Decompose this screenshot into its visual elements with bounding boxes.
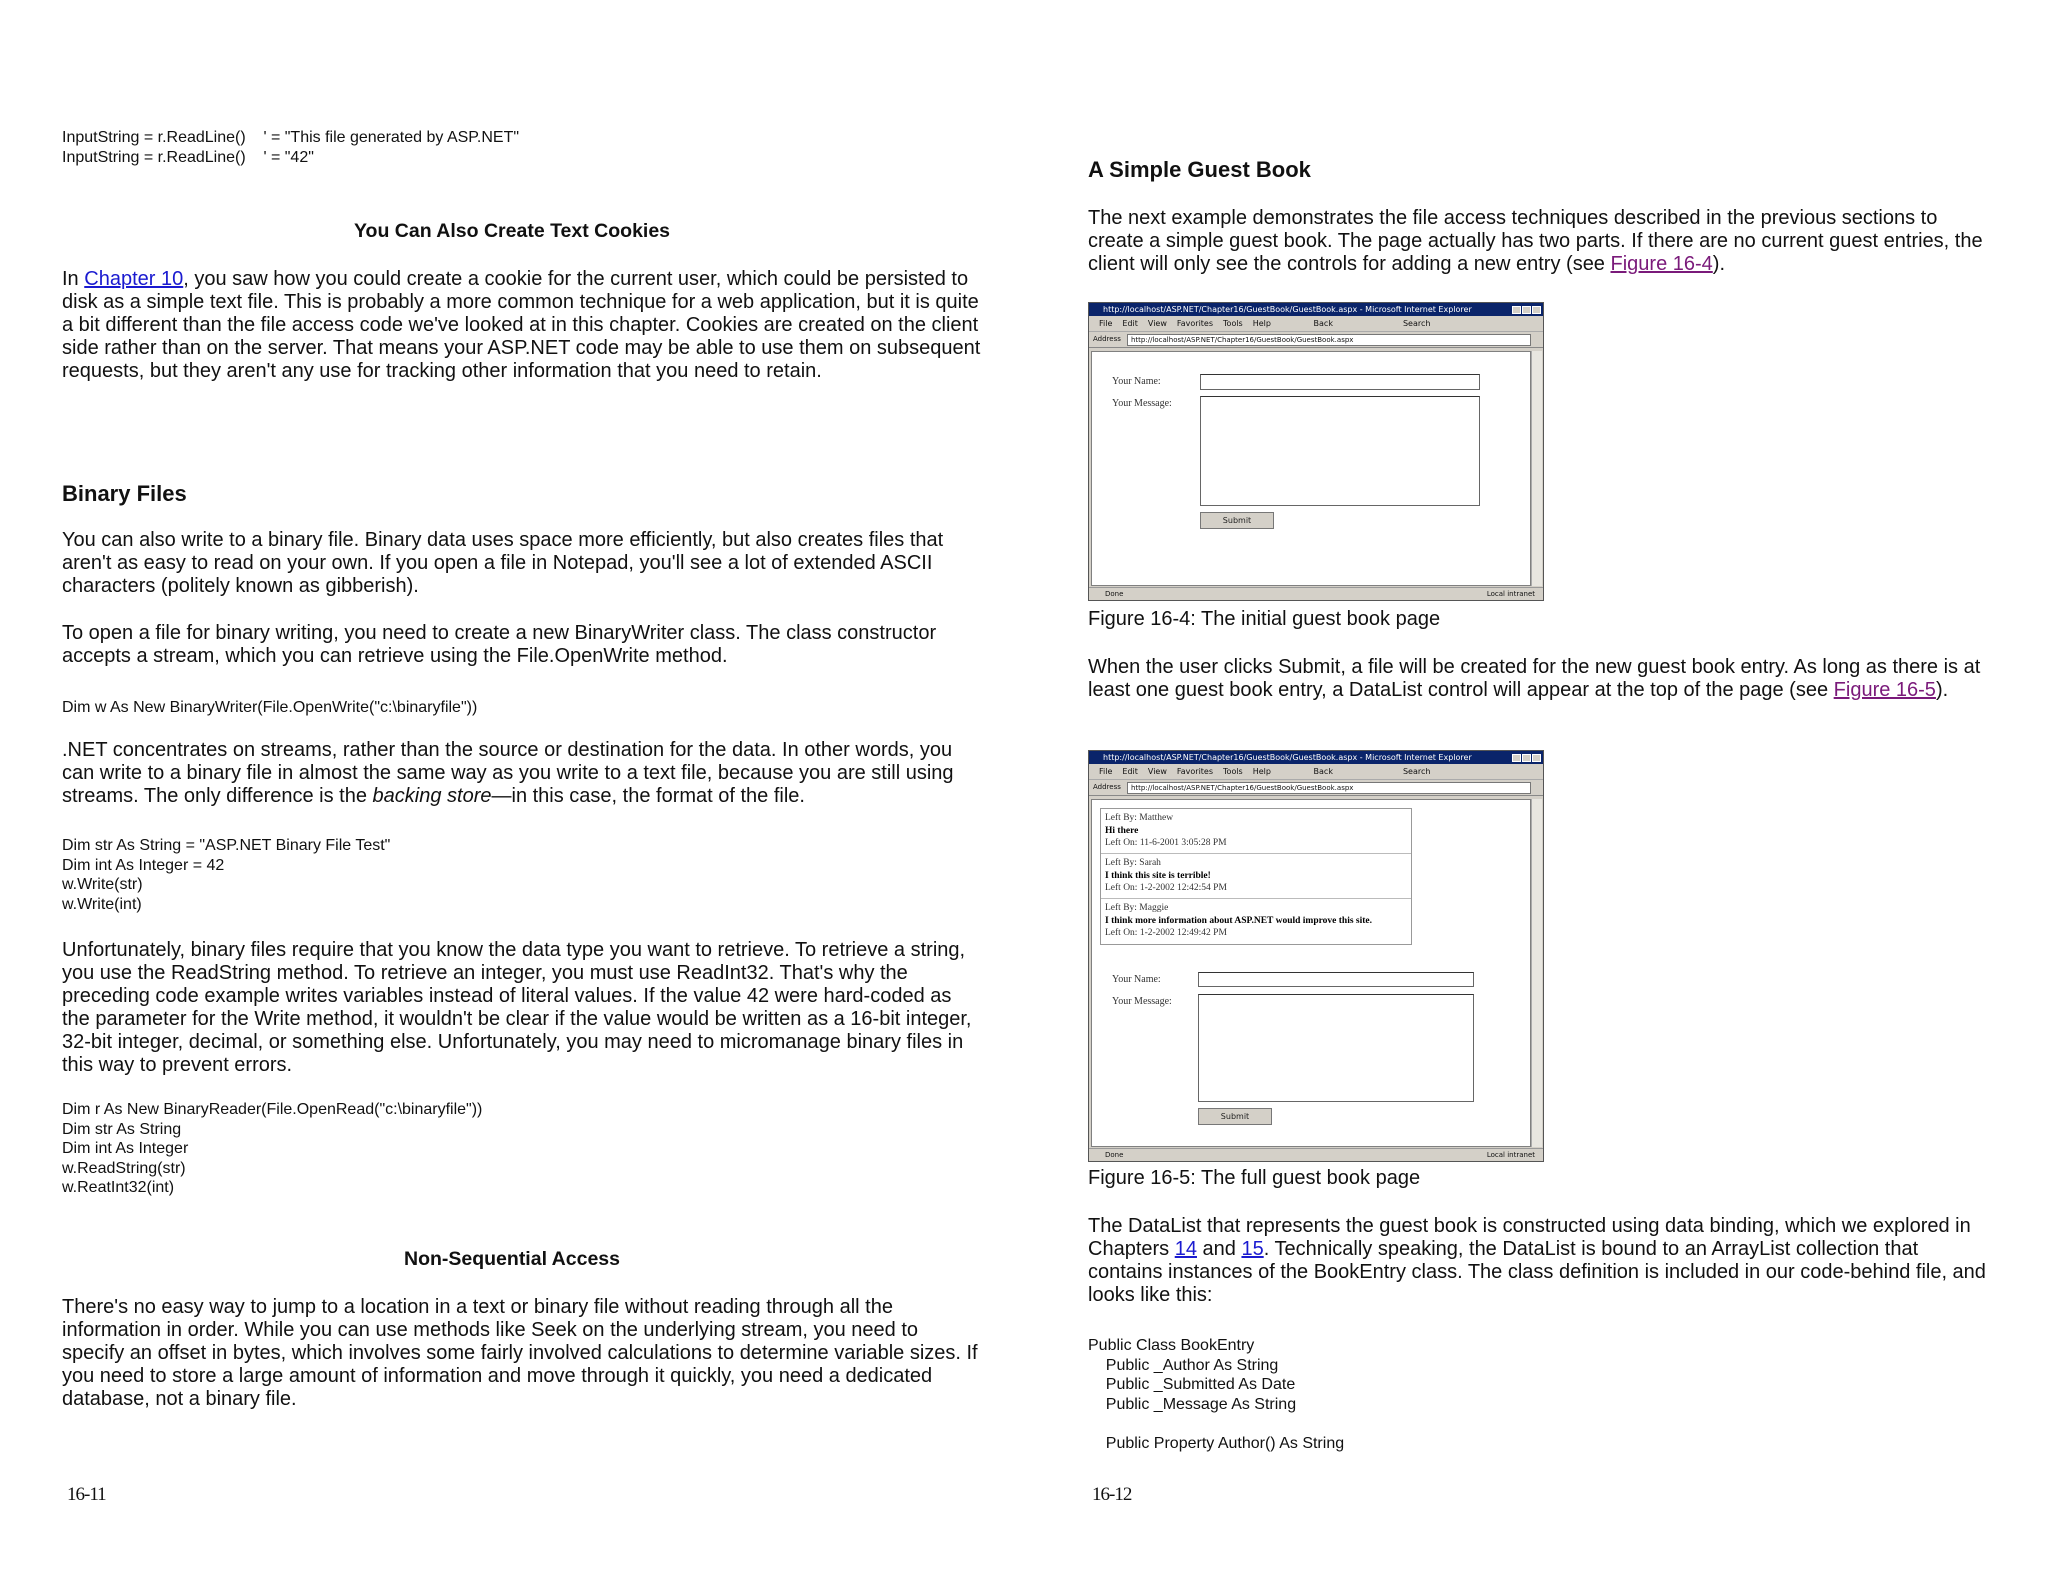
guest-entry: Left By: Matthew Hi there Left On: 11-6-2001 3:05:28 PM [1101, 809, 1411, 854]
address-bar: Address http://localhost/ASP.NET/Chapter16/GuestBook/GuestBook.aspx [1089, 332, 1543, 348]
page-number-right: 16-12 [1092, 1484, 1132, 1505]
guest-entries-datalist [1100, 808, 1412, 945]
cookies-paragraph: In Chapter 10, you saw how you could create a cookie for the current user, which could be persisted to disk as a simple text file. This is probably a more common technique for a web application, but it is quite a bit different than the file access code we've looked at in this chapter. Cookies are created on the client side rather than on the server. That means your ASP.NET code may be able to use them on subsequent requests, but they aren't any use for tracking other information that you need to retain. [62, 268, 981, 382]
binary-paragraph-2: To open a file for binary writing, you need to create a new BinaryWriter class. The class constructor accepts a stream, which you can retrieve using the File.OpenWrite method. [62, 622, 937, 667]
guest-book-heading: A Simple Guest Book [1088, 157, 1311, 182]
close-icon [1532, 306, 1541, 314]
browser-menu: File Edit View Favorites Tools Help Back Search [1089, 764, 1543, 780]
figure-16-5-link[interactable]: Figure 16-5 [1833, 679, 1936, 701]
browser-content: Your Name: Your Message: Submit [1091, 351, 1531, 586]
guest-entry: Left By: Maggie I think more information about ASP.NET would improve this site. Left On: 1-2-2002 12:49:42 PM [1105, 903, 1373, 938]
code-binaryreader: Dim r As New BinaryReader(File.OpenRead("c:\binaryfile")) Dim str As String Dim int As Integer w.ReadString(str) w.ReatInt32(int) [62, 1101, 483, 1196]
figure-16-4-caption: Figure 16-4: The initial guest book page [1088, 608, 1441, 630]
close-icon [1532, 754, 1541, 762]
status-bar: Done Local intranet [1089, 1148, 1543, 1161]
status-bar: Done Local intranet [1089, 587, 1543, 600]
chapter-14-link[interactable]: 14 [1174, 1238, 1197, 1260]
guest-paragraph-3: The DataList that represents the guest book is constructed using data binding, which we explored in Chapters 14 and 15. Technically speaking, the DataList is bound to an ArrayList collection that contains instances of the BookEntry class. The class definition is included in our code-behind file, and looks like this: [1088, 1215, 1986, 1306]
message-textarea [1198, 994, 1474, 1102]
name-input [1198, 972, 1474, 987]
browser-content: Left By: Matthew Hi there Left On: 11-6-2001 3:05:28 PM Left By: Sarah I think this site is terrible! Left On: 1-2-2002 12:42:54 PM Left By: Maggie I think more information about ASP.NET would improve this site. Left On: 1-2-2002 12:49:42 PM Your Name: Your Message: Submit [1091, 799, 1531, 1147]
browser-title-bar: http://localhost/ASP.NET/Chapter16/GuestBook/GuestBook.aspx - Microsoft Internet Explorer [1089, 751, 1543, 764]
message-textarea [1200, 396, 1480, 506]
nonseq-heading: Non-Sequential Access [403, 1248, 620, 1270]
chapter-15-link[interactable]: 15 [1241, 1238, 1264, 1260]
guest-entry: Left By: Sarah I think this site is terrible! Left On: 1-2-2002 12:42:54 PM [1101, 854, 1411, 899]
scrollbar [1531, 351, 1542, 586]
submit-button: Submit [1198, 1108, 1272, 1125]
binary-paragraph-1: You can also write to a binary file. Binary data uses space more efficiently, but also creates files that aren't as easy to read on your own. If you open a file in Notepad, you'll see a lot of extended ASCII characters (politely known as gibberish). [62, 529, 944, 597]
code-binarywriter: Dim w As New BinaryWriter(File.OpenWrite("c:\binaryfile")) [62, 699, 478, 716]
code-readline: InputString = r.ReadLine() ' = "This file generated by ASP.NET" InputString = r.ReadLine() ' = "42" [62, 129, 520, 166]
code-bookentry-class: Public Class BookEntry Public _Author As String Public _Submitted As Date Public _Message As String Public Property Author() As String [1088, 1337, 1345, 1452]
name-input [1200, 374, 1480, 390]
browser-title-bar: http://localhost/ASP.NET/Chapter16/GuestBook/GuestBook.aspx - Microsoft Internet Explorer [1089, 303, 1543, 316]
cookies-heading: You Can Also Create Text Cookies [353, 220, 671, 242]
binary-paragraph-3: .NET concentrates on streams, rather than the source or destination for the data. In other words, you can write to a binary file in almost the same way as you write to a text file, because you are still using streams. The only difference is the backing store—in this case, the format of the file. [62, 739, 954, 807]
code-write: Dim str As String = "ASP.NET Binary File Test" Dim int As Integer = 42 w.Write(str) w.Write(int) [62, 837, 391, 913]
scrollbar [1531, 799, 1542, 1147]
page-number-left: 16-11 [67, 1484, 106, 1505]
chapter-10-link[interactable]: Chapter 10 [84, 268, 184, 290]
figure-16-5-screenshot [1088, 750, 1544, 1162]
guest-paragraph-1: The next example demonstrates the file access techniques described in the previous sections to create a simple guest book. The page actually has two parts. If there are no current guest entries, the client will only see the controls for adding a new entry (see Figure 16-4). [1088, 207, 1983, 275]
browser-menu: File Edit View Favorites Tools Help Back Search [1089, 316, 1543, 332]
minimize-icon [1512, 306, 1521, 314]
nonseq-paragraph: There's no easy way to jump to a location in a text or binary file without reading through all the information in order. While you can use methods like Seek on the underlying stream, you need to specify an offset in bytes, which involves some fairly involved calculations to determine variable sizes. If you need to store a large amount of information and move through it quickly, you need a dedicated database, not a binary file. [62, 1296, 978, 1410]
submit-button: Submit [1200, 512, 1274, 529]
maximize-icon [1522, 306, 1531, 314]
guest-paragraph-2: When the user clicks Submit, a file will be created for the new guest book entry. As long as there is at least one guest book entry, a DataList control will appear at the top of the page (see Figure 16-5). [1088, 656, 1981, 701]
figure-16-4-link[interactable]: Figure 16-4 [1610, 253, 1713, 275]
figure-16-5-caption: Figure 16-5: The full guest book page [1088, 1167, 1421, 1189]
address-bar: Address http://localhost/ASP.NET/Chapter16/GuestBook/GuestBook.aspx [1089, 780, 1543, 796]
maximize-icon [1522, 754, 1531, 762]
minimize-icon [1512, 754, 1521, 762]
figure-16-4-screenshot [1088, 302, 1544, 601]
binary-files-heading: Binary Files [62, 481, 187, 506]
binary-paragraph-4: Unfortunately, binary files require that you know the data type you want to retrieve. To retrieve a string, you use the ReadString method. To retrieve an integer, you must use ReadInt32. That's why the preceding code example writes variables instead of literal values. If the value 42 were hard-coded as the parameter for the Write method, it wouldn't be clear if the value would be written as a 16-bit integer, 32-bit integer, decimal, or something else. Unfortunately, you may need to micromanage binary files in this way to prevent errors. [62, 939, 972, 1076]
